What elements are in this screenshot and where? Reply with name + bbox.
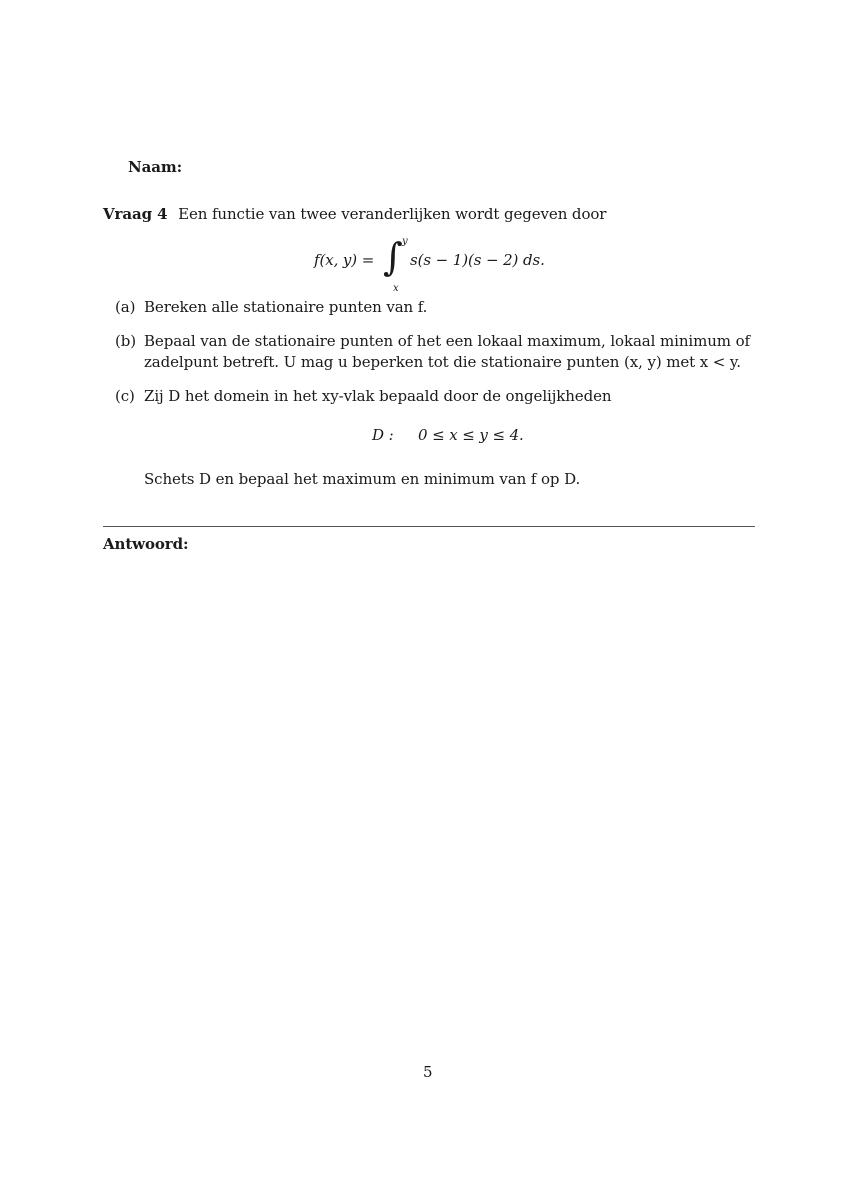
item-c-text: Zij D het domein in het xy-vlak bepaald door de ongelijkheden bbox=[144, 387, 612, 405]
item-a-text: Bereken alle stationaire punten van f. bbox=[144, 298, 428, 316]
item-b-label: (b) bbox=[115, 332, 137, 350]
item-a-label: (a) bbox=[115, 298, 136, 316]
question-label: Vraag 4 bbox=[103, 205, 168, 223]
integral-lower-limit: x bbox=[393, 283, 399, 294]
integrand: s(s − 1)(s − 2) ds. bbox=[410, 251, 545, 269]
naam-label: Naam: bbox=[128, 158, 183, 176]
item-c-label: (c) bbox=[115, 387, 135, 405]
answer-label: Antwoord: bbox=[103, 535, 189, 553]
integral-sign: ∫ bbox=[383, 235, 403, 279]
domain-formula-rhs: 0 ≤ x ≤ y ≤ 4. bbox=[418, 426, 524, 444]
sketch-instruction: Schets D en bepaal het maximum en minimum van f op D. bbox=[144, 470, 581, 488]
page-number: 5 bbox=[423, 1063, 433, 1081]
item-b-text-line-2: zadelpunt betreft. U mag u beperken tot die stationaire punten (x, y) met x < y. bbox=[144, 353, 741, 371]
domain-formula-lhs: D : bbox=[372, 426, 394, 444]
integral-upper-limit: y bbox=[402, 236, 408, 247]
item-b-text-line-1: Bepaal van de stationaire punten of het een lokaal maximum, lokaal minimum of bbox=[144, 332, 750, 350]
question-intro-line bbox=[103, 204, 606, 224]
horizontal-divider bbox=[103, 526, 755, 527]
question-intro: Een functie van twee veranderlijken wordt gegeven door bbox=[178, 205, 607, 223]
formula-lhs: f(x, y) = bbox=[314, 251, 375, 269]
